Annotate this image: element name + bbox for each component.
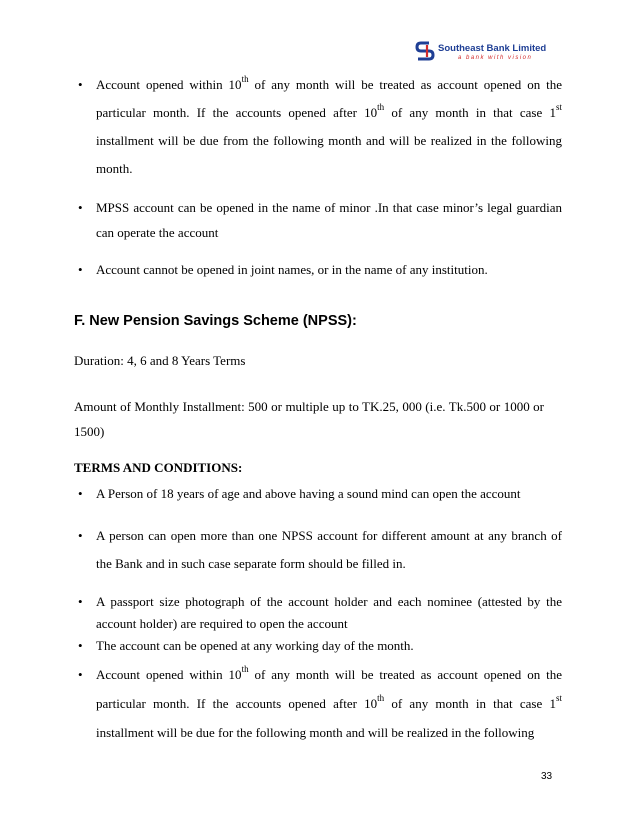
bank-name: Southeast Bank Limited xyxy=(438,43,547,54)
list-item: • A Person of 18 years of age and above having a sound mind can open the account xyxy=(96,484,562,504)
list-item: • Account cannot be opened in joint names, or in the name of any institution. xyxy=(96,260,562,280)
list-item: • The account can be opened at any working day of the month. xyxy=(96,635,562,657)
bank-tagline: a bank with vision xyxy=(458,55,533,61)
list-item: • Account opened within 10th of any month will be treated as account opened on the particular month. If the accounts opened after 10th of any month in that case 1st installment will be due for the following month and will be realized in the following xyxy=(96,660,562,747)
section-heading: F. New Pension Savings Scheme (NPSS): xyxy=(74,313,357,329)
duration-text: Duration: 4, 6 and 8 Years Terms xyxy=(74,353,246,368)
list-item: • A person can open more than one NPSS account for different amount at any branch of the Bank and in such case separate form should be filled in. xyxy=(96,522,562,578)
bank-logo xyxy=(414,40,554,66)
bank-logo-mark-icon xyxy=(414,40,436,62)
list-item: • A passport size photograph of the account holder and each nominee (attested by the account holder) are required to open the account xyxy=(96,591,562,635)
list-item: • Account opened within 10th of any month will be treated as account opened on the particular month. If the accounts opened after 10th of any month in that case 1st installment will be due from the following month and will be realized in the following month. xyxy=(96,71,562,183)
list-item: • MPSS account can be opened in the name of minor .In that case minor’s legal guardian can operate the account xyxy=(96,195,562,245)
installment-text: Amount of Monthly Installment: 500 or multiple up to TK.25, 000 (i.e. Tk.500 or 1000 or 1500) xyxy=(74,399,544,439)
page-number: 33 xyxy=(541,771,553,782)
terms-heading: TERMS AND CONDITIONS: xyxy=(74,460,243,475)
